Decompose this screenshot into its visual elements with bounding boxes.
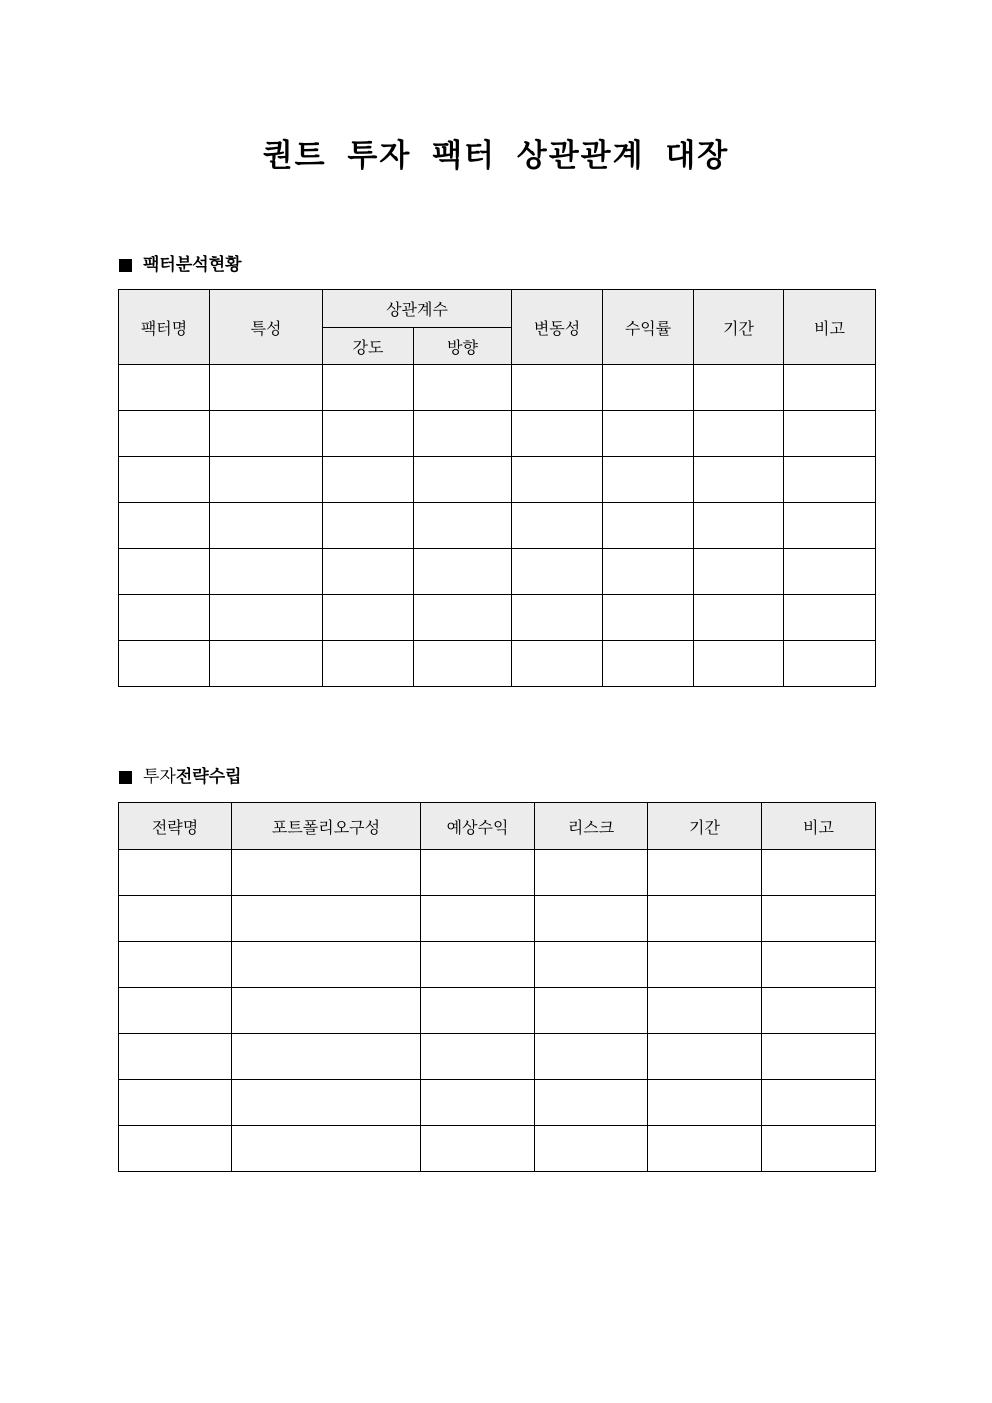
table-cell[interactable]: [512, 365, 603, 411]
table-cell[interactable]: [512, 549, 603, 595]
table-cell[interactable]: [648, 988, 762, 1034]
table-cell[interactable]: [414, 503, 512, 549]
table-cell[interactable]: [694, 641, 784, 687]
section-heading-factor-analysis: [119, 253, 242, 277]
table-cell[interactable]: [232, 1080, 421, 1126]
table-cell[interactable]: [784, 595, 876, 641]
table-cell[interactable]: [210, 503, 323, 549]
table-cell[interactable]: [232, 942, 421, 988]
section-heading-text-normal: 투자: [143, 767, 176, 787]
table-cell[interactable]: [762, 1080, 876, 1126]
table-row: [119, 1034, 876, 1080]
table-cell[interactable]: [323, 457, 414, 503]
table-cell[interactable]: [648, 850, 762, 896]
table-cell[interactable]: [648, 896, 762, 942]
table-row: [119, 942, 876, 988]
table-cell[interactable]: [694, 457, 784, 503]
table-cell[interactable]: [210, 595, 323, 641]
header-characteristic: 특성: [210, 290, 323, 365]
table-cell[interactable]: [414, 365, 512, 411]
document-title: 퀀트 투자 팩터 상관관계 대장: [262, 138, 730, 174]
header-strategy-name: 전략명: [119, 803, 232, 850]
table-cell[interactable]: [535, 988, 648, 1034]
header-remarks: 비고: [762, 803, 876, 850]
table-cell[interactable]: [603, 503, 694, 549]
table-cell[interactable]: [421, 1126, 535, 1172]
table-cell[interactable]: [535, 1080, 648, 1126]
header-expected-return: 예상수익: [421, 803, 535, 850]
table-cell[interactable]: [119, 549, 210, 595]
table-row: [119, 549, 876, 595]
table-cell[interactable]: [323, 595, 414, 641]
table-row: [119, 365, 876, 411]
square-bullet-icon: [119, 771, 132, 784]
table-cell[interactable]: [323, 365, 414, 411]
table-row: [119, 595, 876, 641]
table-cell[interactable]: [232, 988, 421, 1034]
table-cell[interactable]: [119, 896, 232, 942]
table-cell[interactable]: [535, 942, 648, 988]
table-cell[interactable]: [784, 411, 876, 457]
table-cell[interactable]: [784, 457, 876, 503]
table-cell[interactable]: [694, 595, 784, 641]
section-heading-strategy: [119, 765, 242, 789]
table-cell[interactable]: [512, 503, 603, 549]
table-cell[interactable]: [119, 988, 232, 1034]
table-cell[interactable]: [414, 595, 512, 641]
factor-analysis-table: [118, 289, 876, 687]
table-cell[interactable]: [323, 641, 414, 687]
table-cell[interactable]: [512, 641, 603, 687]
table-row: [119, 457, 876, 503]
table-cell[interactable]: [119, 365, 210, 411]
table-cell[interactable]: [421, 896, 535, 942]
table-row: [119, 641, 876, 687]
table-cell[interactable]: [512, 457, 603, 503]
table-cell[interactable]: [762, 850, 876, 896]
table-cell[interactable]: [648, 942, 762, 988]
table-row: [119, 850, 876, 896]
header-factor-name: 팩터명: [119, 290, 210, 365]
table-cell[interactable]: [762, 1126, 876, 1172]
table-cell[interactable]: [762, 942, 876, 988]
table-cell[interactable]: [784, 641, 876, 687]
table-cell[interactable]: [323, 411, 414, 457]
table-cell[interactable]: [119, 641, 210, 687]
table-cell[interactable]: [603, 549, 694, 595]
header-return-rate: 수익률: [603, 290, 694, 365]
table-row: [119, 411, 876, 457]
table-cell[interactable]: [421, 850, 535, 896]
table-cell[interactable]: [210, 549, 323, 595]
header-period: 기간: [694, 290, 784, 365]
table-cell[interactable]: [603, 457, 694, 503]
table-cell[interactable]: [762, 1034, 876, 1080]
header-period: 기간: [648, 803, 762, 850]
table-cell[interactable]: [119, 457, 210, 503]
section-heading-text-bold: 전략수립: [175, 767, 242, 787]
table-cell[interactable]: [119, 1126, 232, 1172]
table-cell[interactable]: [119, 942, 232, 988]
header-volatility: 변동성: [512, 290, 603, 365]
table-cell[interactable]: [535, 896, 648, 942]
table-cell[interactable]: [421, 988, 535, 1034]
section-heading-text: 팩터분석현황: [143, 255, 242, 275]
table-cell[interactable]: [210, 457, 323, 503]
table-cell[interactable]: [119, 1034, 232, 1080]
table-cell[interactable]: [119, 1080, 232, 1126]
header-risk: 리스크: [535, 803, 648, 850]
table-cell[interactable]: [535, 850, 648, 896]
table-cell[interactable]: [119, 411, 210, 457]
table-cell[interactable]: [784, 503, 876, 549]
table-cell[interactable]: [210, 411, 323, 457]
table-cell[interactable]: [762, 988, 876, 1034]
strategy-table: [118, 802, 876, 1172]
table-cell[interactable]: [694, 411, 784, 457]
table-cell[interactable]: [119, 503, 210, 549]
table-cell[interactable]: [694, 365, 784, 411]
table-cell[interactable]: [119, 595, 210, 641]
table-cell[interactable]: [535, 1034, 648, 1080]
table-cell[interactable]: [784, 549, 876, 595]
table-cell[interactable]: [603, 365, 694, 411]
header-correlation: 상관계수: [323, 290, 512, 328]
table-cell[interactable]: [232, 1034, 421, 1080]
table-cell[interactable]: [119, 850, 232, 896]
table-cell[interactable]: [535, 1126, 648, 1172]
table-cell[interactable]: [210, 365, 323, 411]
header-direction: 방향: [414, 328, 512, 365]
table-row: [119, 503, 876, 549]
table-cell[interactable]: [414, 457, 512, 503]
table-cell[interactable]: [694, 549, 784, 595]
table-cell[interactable]: [762, 896, 876, 942]
table-cell[interactable]: [603, 641, 694, 687]
table-cell[interactable]: [648, 1034, 762, 1080]
table-row: [119, 1126, 876, 1172]
square-bullet-icon: [119, 259, 132, 272]
table-row: [119, 1080, 876, 1126]
table-cell[interactable]: [210, 641, 323, 687]
table-cell[interactable]: [421, 1034, 535, 1080]
table-cell[interactable]: [648, 1126, 762, 1172]
table-cell[interactable]: [232, 896, 421, 942]
table-cell[interactable]: [414, 641, 512, 687]
table-cell[interactable]: [421, 942, 535, 988]
table-cell[interactable]: [421, 1080, 535, 1126]
table-row: [119, 988, 876, 1034]
table-cell[interactable]: [232, 850, 421, 896]
table-cell[interactable]: [648, 1080, 762, 1126]
header-remarks: 비고: [784, 290, 876, 365]
table-cell[interactable]: [323, 549, 414, 595]
header-strength: 강도: [323, 328, 414, 365]
table-row: [119, 896, 876, 942]
header-portfolio: 포트폴리오구성: [232, 803, 421, 850]
table-cell[interactable]: [784, 365, 876, 411]
table-cell[interactable]: [512, 411, 603, 457]
table-cell[interactable]: [603, 411, 694, 457]
table-cell[interactable]: [512, 595, 603, 641]
table-cell[interactable]: [323, 503, 414, 549]
table-cell[interactable]: [232, 1126, 421, 1172]
table-cell[interactable]: [414, 411, 512, 457]
table-cell[interactable]: [603, 595, 694, 641]
table-cell[interactable]: [694, 503, 784, 549]
table-cell[interactable]: [414, 549, 512, 595]
